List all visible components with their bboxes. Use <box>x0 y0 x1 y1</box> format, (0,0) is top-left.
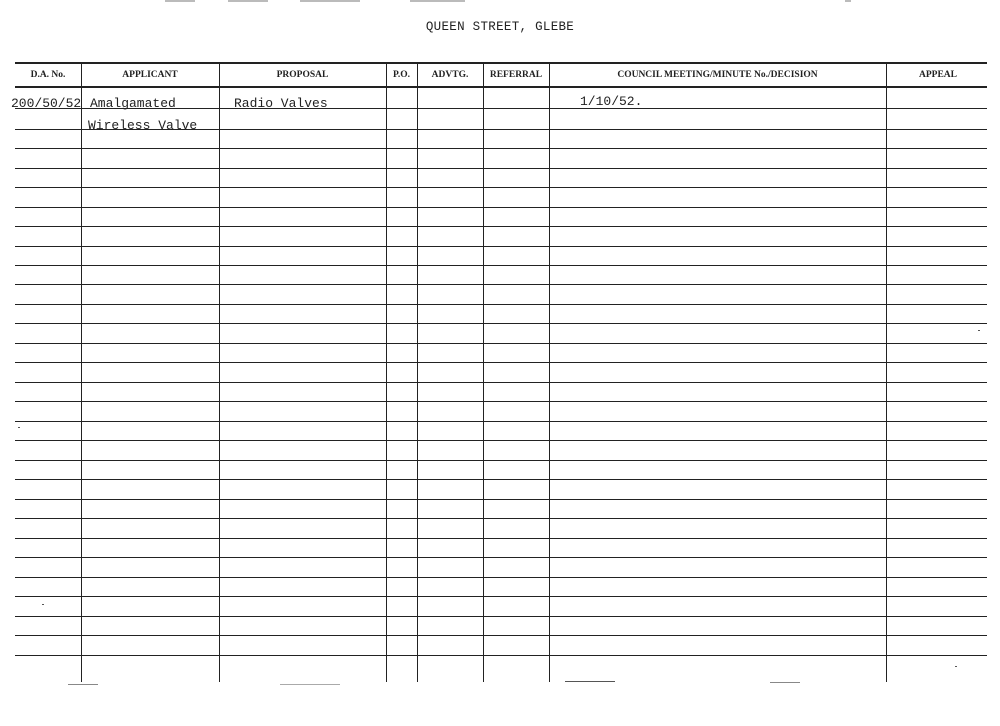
column-rule <box>219 62 220 682</box>
row-rule <box>15 577 987 578</box>
row-rule <box>15 616 987 617</box>
speck <box>18 427 20 428</box>
row-rule <box>15 246 987 247</box>
entry-applicant-line2: Wireless Valve <box>88 118 198 133</box>
row-rule <box>81 148 219 149</box>
column-rule <box>886 62 887 682</box>
column-rule <box>386 62 387 682</box>
column-rule <box>549 62 550 682</box>
speck <box>42 604 44 605</box>
entry-proposal: Radio Valves <box>234 96 328 111</box>
column-rule <box>417 62 418 682</box>
row-rule <box>15 655 987 656</box>
row-rule <box>15 168 987 169</box>
row-rule <box>15 62 987 64</box>
row-rule <box>15 596 987 597</box>
header-po: P.O. <box>392 70 411 80</box>
row-rule <box>15 86 987 88</box>
speck <box>955 666 957 667</box>
row-rule <box>15 460 987 461</box>
row-rule <box>15 440 987 441</box>
row-rule <box>15 265 987 266</box>
page-title: QUEEN STREET, GLEBE <box>425 20 575 34</box>
row-rule <box>15 401 987 402</box>
row-rule <box>15 499 987 500</box>
row-rule <box>15 304 987 305</box>
header-da-no: D.A. No. <box>30 70 66 80</box>
row-rule <box>15 187 987 188</box>
row-rule <box>15 207 987 208</box>
entry-da-no: 200/50/52 <box>11 96 82 111</box>
row-rule <box>15 421 987 422</box>
row-rule <box>15 382 987 383</box>
row-rule <box>15 635 987 636</box>
row-rule <box>15 538 987 539</box>
header-advtg: ADVTG. <box>431 70 469 80</box>
row-rule <box>15 284 987 285</box>
header-appeal: APPEAL <box>919 70 957 80</box>
row-rule <box>15 479 987 480</box>
column-rule <box>483 62 484 682</box>
row-rule <box>15 226 987 227</box>
row-rule <box>15 518 987 519</box>
entry-decision: 1/10/52. <box>580 94 643 109</box>
row-rule <box>15 362 987 363</box>
header-proposal: PROPOSAL <box>276 70 329 80</box>
entry-applicant-line1: Amalgamated <box>90 96 176 111</box>
row-rule <box>15 343 987 344</box>
header-referral: REFERRAL <box>489 70 543 80</box>
header-applicant: APPLICANT <box>122 70 178 80</box>
speck <box>978 330 980 331</box>
row-rule <box>15 323 987 324</box>
row-rule <box>15 557 987 558</box>
header-council: COUNCIL MEETING/MINUTE No./DECISION <box>617 70 818 80</box>
column-rule <box>81 62 82 682</box>
